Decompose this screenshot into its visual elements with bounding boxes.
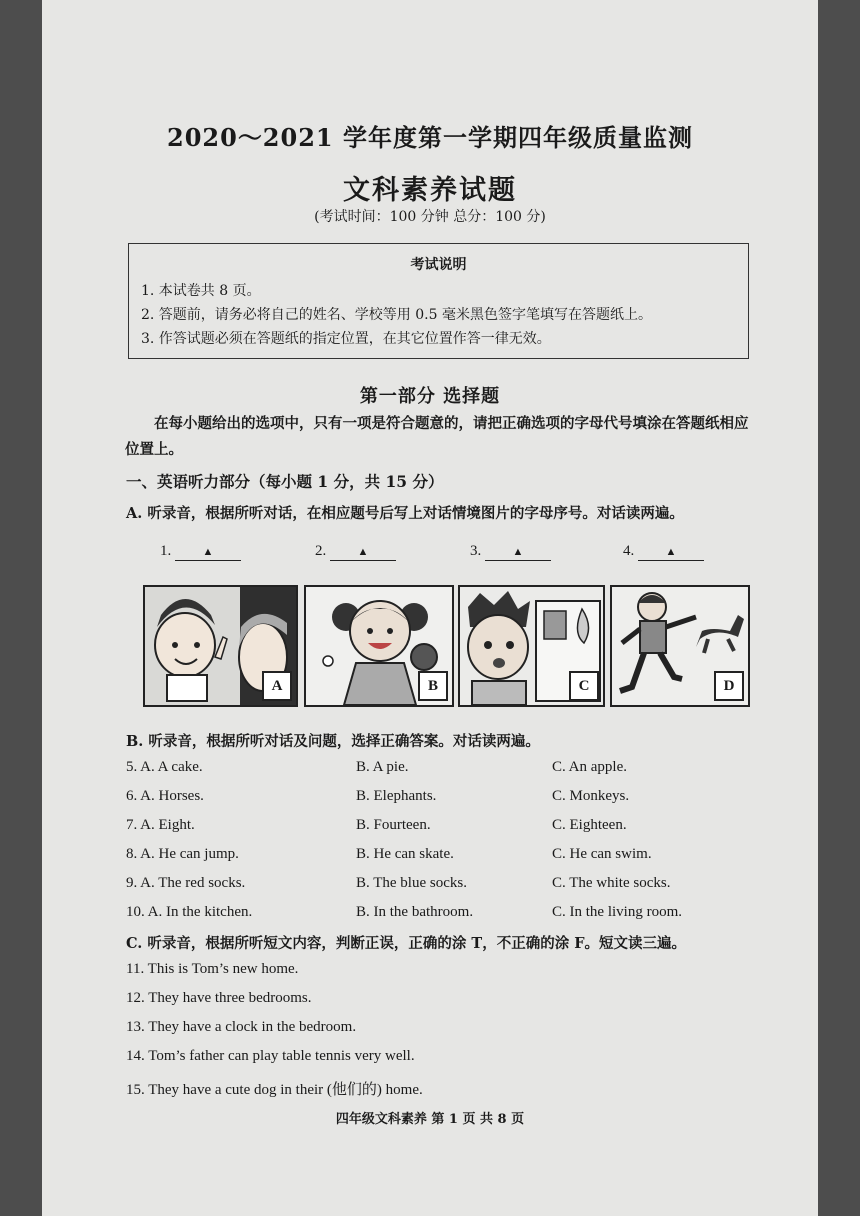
answer-blank-4 <box>623 543 704 561</box>
exam-title: 2020～2021 学年度第一学期四年级质量监测 <box>167 123 693 152</box>
picture-label: A <box>262 671 292 701</box>
blank-number: 1. <box>160 543 172 559</box>
blank-number: 2. <box>315 543 327 559</box>
partB-instruction: B. 听录音，根据所听对话及问题，选择正确答案。对话读两遍。 <box>126 733 540 750</box>
question-option-c: C. Monkeys. <box>552 788 630 804</box>
picture-b <box>304 585 454 707</box>
instructions-title: 考试说明 <box>410 257 467 273</box>
triangle-mark: ▲ <box>512 546 524 558</box>
question-option-c: C. In the living room. <box>552 904 682 920</box>
question-option-b: B. He can skate. <box>356 846 454 862</box>
blank-line <box>638 546 704 561</box>
true-false-question: 14. Tom’s father can play table tennis very well. <box>126 1048 415 1064</box>
question-option-a: 10. A. In the kitchen. <box>126 904 253 920</box>
answer-blank-3 <box>470 543 551 561</box>
section1-title: 一、英语听力部分（每小题 1 分，共 15 分） <box>126 472 444 491</box>
blank-line <box>175 546 241 561</box>
part1-instruction: 在每小题给出的选项中，只有一项是符合题意的，请把正确选项的字母代号填涂在答题纸相应位置上。 <box>125 415 749 458</box>
blank-number: 3. <box>470 543 482 559</box>
question-option-c: C. He can swim. <box>552 846 652 862</box>
instruction-item: 1. 本试卷共 8 页。 <box>141 283 261 299</box>
partA-instruction: A. 听录音，根据所听对话，在相应题号后写上对话情境图片的字母序号。对话读两遍。 <box>126 505 684 522</box>
exam-subtitle: 文科素养试题 <box>343 175 517 206</box>
question-option-b: B. A pie. <box>356 759 409 775</box>
true-false-question: 12. They have three bedrooms. <box>126 990 312 1006</box>
question-option-b: B. Fourteen. <box>356 817 431 833</box>
instruction-item: 3. 作答试题必须在答题纸的指定位置，在其它位置作答一律无效。 <box>141 331 551 347</box>
blank-line <box>330 546 396 561</box>
blank-line <box>485 546 551 561</box>
question-option-c: C. An apple. <box>552 759 627 775</box>
question-option-c: C. The white socks. <box>552 875 671 891</box>
question-option-b: B. In the bathroom. <box>356 904 474 920</box>
question-option-b: B. Elephants. <box>356 788 437 804</box>
picture-a <box>143 585 298 707</box>
exam-instructions-box <box>128 243 749 359</box>
question-option-a: 6. A. Horses. <box>126 788 204 804</box>
question-option-b: B. The blue socks. <box>356 875 467 891</box>
triangle-mark: ▲ <box>665 546 677 558</box>
partC-instruction: C. 听录音，根据所听短文内容，判断正误，正确的涂 T，不正确的涂 F。短文读三遍。 <box>126 935 687 952</box>
picture-label: B <box>418 671 448 701</box>
picture-d <box>610 585 750 707</box>
answer-blank-2 <box>315 543 396 561</box>
question-option-a: 5. A. A cake. <box>126 759 203 775</box>
question-option-a: 9. A. The red socks. <box>126 875 246 891</box>
instruction-item: 2. 答题前，请务必将自己的姓名、学校等用 0.5 毫米黑色签字笔填写在答题纸上。 <box>141 307 652 323</box>
blank-number: 4. <box>623 543 635 559</box>
triangle-mark: ▲ <box>202 546 214 558</box>
picture-label: D <box>714 671 744 701</box>
picture-label: C <box>569 671 599 701</box>
triangle-mark: ▲ <box>357 546 369 558</box>
question-option-a: 8. A. He can jump. <box>126 846 239 862</box>
true-false-question: 15. They have a cute dog in their (他们的) home. <box>126 1082 423 1098</box>
page-footer: 四年级文科素养 第 1 页 共 8 页 <box>335 1112 525 1127</box>
question-option-a: 7. A. Eight. <box>126 817 195 833</box>
exam-time-info: (考试时间：100 分钟 总分：100 分) <box>314 209 546 225</box>
question-option-c: C. Eighteen. <box>552 817 627 833</box>
answer-blank-1 <box>160 543 241 561</box>
picture-c <box>458 585 605 707</box>
true-false-question: 13. They have a clock in the bedroom. <box>126 1019 357 1035</box>
true-false-question: 11. This is Tom’s new home. <box>126 961 299 977</box>
part1-title: 第一部分 选择题 <box>359 386 501 407</box>
